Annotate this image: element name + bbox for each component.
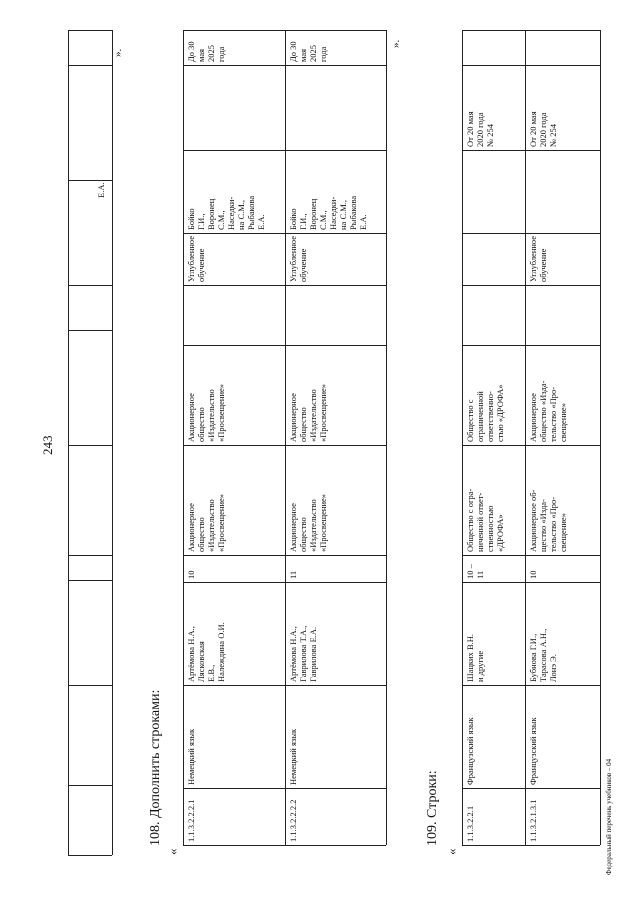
row-level: Углубленное обучение bbox=[288, 235, 308, 282]
row-subject: Немецкий язык bbox=[288, 728, 298, 785]
row-date: До 30 мая 2025 года bbox=[288, 41, 328, 62]
row-subject: Немецкий язык bbox=[186, 728, 196, 785]
row-publisher-2: Общество с ограниченной ответственно- стью «ДРОФА» bbox=[465, 384, 505, 442]
row-grade: 10 – 11 bbox=[465, 564, 485, 579]
row-publisher-2: Акционерное общество «Издательство «Просвещение» bbox=[288, 383, 328, 442]
row-level: Углубленное обучение bbox=[186, 235, 206, 282]
row-date: До 30 мая 2025 года bbox=[186, 41, 226, 62]
row-publisher: Акционерное общество «Издательство «Просвещение» bbox=[288, 493, 328, 552]
row-authors: Артёмова Н.А., Лясковская Е.В., Належдина О.И. bbox=[186, 622, 226, 682]
page-number: 243 bbox=[40, 435, 55, 455]
row-date: От 20 мая 2020 года № 254 bbox=[465, 111, 495, 147]
section-109-heading: 109. Строки: bbox=[425, 770, 440, 846]
section-109-open-quote: « bbox=[444, 848, 459, 855]
row-grade: 10 bbox=[528, 570, 538, 579]
row-editors: Бойко Г.И., Воронец С.М., Наседки- на С.М., Рыбакова Е.А. bbox=[186, 195, 266, 230]
row-authors: Бубнова Г.И., Тарасова А.Н., Лонэ Э. bbox=[528, 628, 558, 682]
row-publisher: Акционерное общество «Издательство «Просвещение» bbox=[186, 493, 226, 552]
row-subject: Французский язык bbox=[528, 717, 538, 785]
row-publisher-2: Акционерное общество «Издательство «Просвещение» bbox=[186, 383, 226, 442]
row-publisher: Акционерное об- щество «Изда- тельство «Про- свещение» bbox=[528, 489, 568, 552]
top-table-editors-cell: Е.А. bbox=[96, 182, 106, 198]
section-108-close-mark: ». bbox=[390, 39, 402, 48]
row-code: 1.1.3.2.2.2.2 bbox=[288, 799, 298, 842]
row-code: 1.1.3.2.2.2.1 bbox=[186, 799, 196, 842]
row-grade: 11 bbox=[288, 570, 298, 579]
row-authors: Шацких В.Н. и другие bbox=[465, 633, 485, 682]
row-code: 1.1.3.2.1.3.1 bbox=[528, 799, 538, 842]
row-code: 1.1.3.2.2.1 bbox=[465, 805, 475, 842]
row-publisher: Общество с огра- ниченной ответ- ственностью «ДРОФА» bbox=[465, 488, 505, 552]
top-table-close-mark: ». bbox=[112, 48, 124, 57]
row-editors: Бойко Г.И., Воронец С.М., Наседки- на С.М., Рыбакова Е.А. bbox=[288, 195, 368, 230]
footer-note: Федеральный перечень учебников – 04 bbox=[605, 758, 613, 875]
section-108-heading: 108. Дополнить строками: bbox=[148, 689, 163, 846]
row-level: Углубленное обучение bbox=[528, 235, 548, 282]
row-date: От 20 мая 2020 года № 254 bbox=[528, 111, 558, 147]
row-authors: Артёмова Н.А., Гаврилова Т.А., Гаврилова Е.А. bbox=[288, 625, 318, 682]
row-publisher-2: Акционерное общество «Изда- тельство «Про- свещение» bbox=[528, 380, 568, 442]
section-108-open-quote: « bbox=[165, 848, 180, 855]
row-subject: Французский язык bbox=[465, 717, 475, 785]
row-grade: 10 bbox=[186, 570, 196, 579]
